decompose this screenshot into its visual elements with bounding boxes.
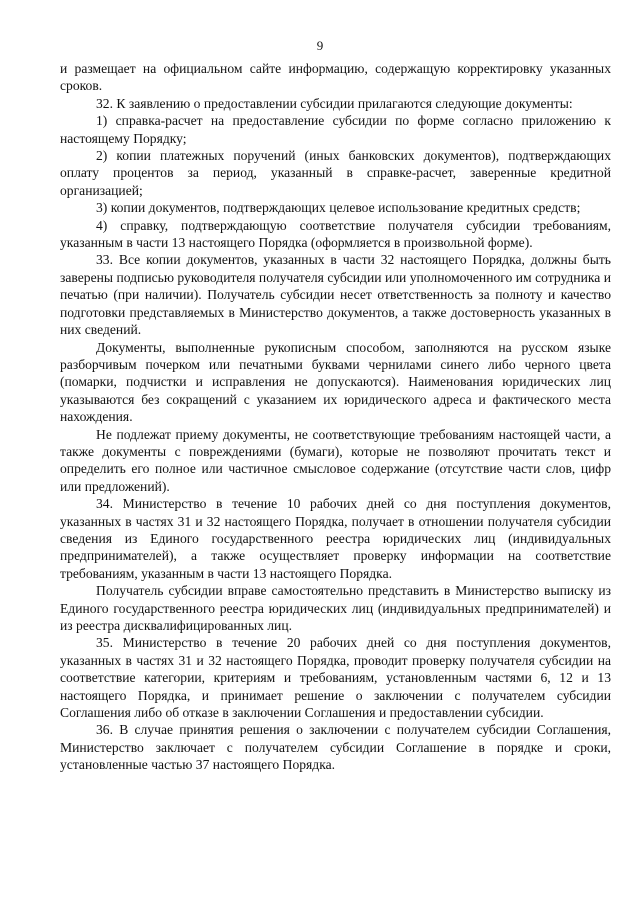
paragraph-extract: Получатель субсидии вправе самостоятельно представить в Министерство выписку из Единого государственного реестра юридических лиц (индивидуальных предпринимателей) и из реестра дисквалифицированных лиц. (60, 583, 611, 633)
paragraph-32: 32. К заявлению о предоставлении субсидии прилагаются следующие документы: (96, 95, 573, 111)
paragraph-continuation: и размещает на официальном сайте информацию, содержащую корректировку указанных сроков. (60, 61, 611, 94)
list-item-3: 3) копии документов, подтверждающих целевое использование кредитных средств; (96, 200, 581, 216)
document-body (60, 60, 611, 774)
page-number: 9 (316, 38, 324, 53)
list-item-2: 2) копии платежных поручений (иных банковских документов), подтверждающих оплату процентов за период, указанный в справке-расчет, заверенные кредитной организацией; (60, 148, 611, 198)
list-item-1: 1) справка-расчет на предоставление субсидии по форме согласно приложению к настоящему Порядку; (60, 113, 611, 146)
paragraph-35: 35. Министерство в течение 20 рабочих дней со дня поступления документов, указанных в частях 31 и 32 настоящего Порядка, проводит проверку получателя субсидии на соответствие категории, критериям и требованиям, установленным частями 6, 12 и 13 настоящего Порядка, и принимает решение о заключении с получателем субсидии Соглашения либо об отказе в заключении Соглашения и предоставлении субсидии. (60, 635, 611, 721)
paragraph-handwritten-docs: Документы, выполненные рукописным способом, заполняются на русском языке разборчивым почерком или печатными буквами чернилами синего либо черного цвета (помарки, подчистки и исправления не допускаются). Наименования юридических лиц указываются без сокращений с указанием их юридического адреса и фактического места нахождения. (60, 339, 611, 425)
list-item-4: 4) справку, подтверждающую соответствие получателя субсидии требованиям, указанным в части 13 настоящего Порядка (оформляется в произвольной форме). (60, 217, 611, 251)
paragraph-34: 34. Министерство в течение 10 рабочих дней со дня поступления документов, указанных в частях 31 и 32 настоящего Порядка, получает в отношении получателя субсидии сведения из Единого государственного реестра юридических лиц (индивидуальных предпринимателей), а также осуществляет проверку информации на соответствие требованиям, указанным в части 13 настоящего Порядка. (60, 496, 611, 581)
paragraph-36: 36. В случае принятия решения о заключении с получателем субсидии Соглашения, Министерство заключает с получателем субсидии Соглашение в порядке и сроки, установленные частью 37 настоящего Порядка. (60, 722, 611, 773)
paragraph-33: 33. Все копии документов, указанных в части 32 настоящего Порядка, должны быть заверены подписью руководителя получателя субсидии или уполномоченного им сотрудника и печатью (при наличии). Получатель субсидии несет ответственность за полноту и качество подготовки представляемых в Министерство документов, а также достоверность указанных в них сведений. (60, 252, 611, 338)
paragraph-rejected-docs: Не подлежат приему документы, не соответствующие требованиям настоящей части, а также документы с повреждениями (бумаги), которые не позволяют прочитать текст и определить его полное или частичное смысловое содержание (отсутствие части слов, цифр или предложений). (60, 426, 611, 494)
